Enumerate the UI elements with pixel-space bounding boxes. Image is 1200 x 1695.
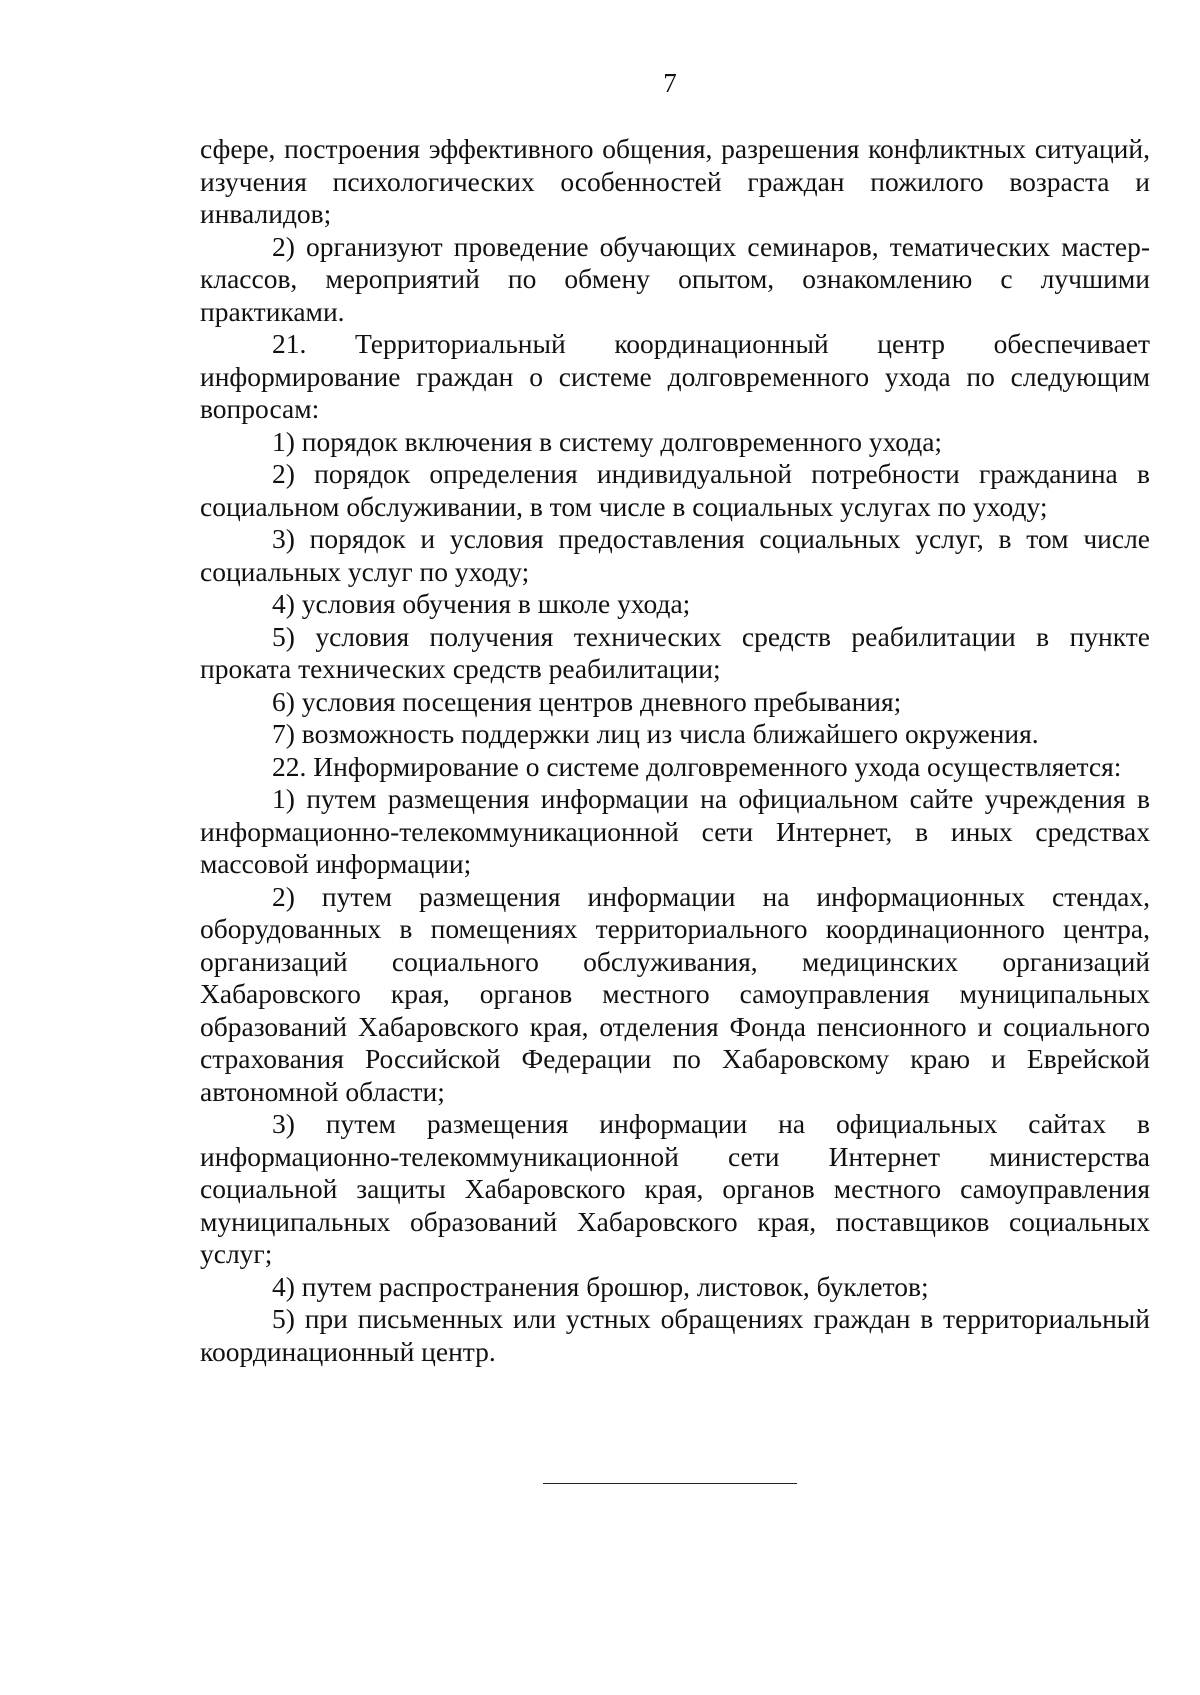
- paragraph-item-6-day-centers: 6) условия посещения центров дневного пребывания;: [272, 685, 902, 717]
- paragraph-item-7-support: 7) возможность поддержки лиц из числа ближайшего окружения.: [272, 718, 1039, 749]
- page-number: 7: [663, 68, 677, 98]
- paragraph-item-5-rehab: 5) условия получения технических средств реабилитации в пункте проката технических средств реабилитации;: [200, 620, 1150, 684]
- document-body: [200, 133, 1150, 1368]
- paragraph-item-2-seminars: 2) организуют проведение обучающих семинаров, тематических мастер-классов, мероприятий по обмену опытом, ознакомлению с лучшими практиками.: [200, 230, 1150, 327]
- paragraph-item-1-inclusion: 1) порядок включения в систему долговременного ухода;: [272, 425, 943, 457]
- paragraph-item-4-school: 4) условия обучения в школе ухода;: [272, 588, 691, 619]
- paragraph-section-21: 21. Территориальный координационный центр обеспечивает информирование граждан о системе долговременного ухода по следующим вопросам:: [200, 328, 1150, 424]
- paragraph-continuation: сфере, построения эффективного общения, разрешения конфликтных ситуаций, изучения психологических особенностей граждан пожилого возраста и инвалидов;: [200, 133, 1150, 229]
- paragraph-item-1-website: 1) путем размещения информации на официальном сайте учреждения в информационно-телекоммуникационной сети Интернет, в иных средствах массовой информации;: [200, 783, 1150, 879]
- paragraph-item-2-stands: 2) путем размещения информации на информационных стендах, оборудованных в помещениях территориального координационного центра, организаций социального обслуживания, медицинских организаций Хабаровского края, органов местного самоуправления муниципальных образований Хабаровского края, отделения Фонда пенсионного и социального страхования Российской Федерации по Хабаровскому краю и Еврейской автономной области;: [200, 880, 1150, 1107]
- paragraph-item-4-brochures: 4) путем распространения брошюр, листовок, буклетов;: [272, 1270, 929, 1302]
- paragraph-item-3-official-sites: 3) путем размещения информации на официальных сайтах в информационно-телекоммуникационной сети Интернет министерства социальной защиты Хабаровского края, органов местного самоуправления муниципальных образований Хабаровского края, поставщиков социальных услуг;: [200, 1108, 1150, 1269]
- paragraph-section-22: 22. Информирование о системе долговременного ухода осуществляется:: [272, 750, 1122, 782]
- end-of-document-rule: [543, 1483, 797, 1484]
- paragraph-item-2-need: 2) порядок определения индивидуальной потребности гражданина в социальном обслуживании, в том числе в социальных услугах по уходу;: [200, 458, 1150, 522]
- paragraph-item-3-conditions: 3) порядок и условия предоставления социальных услуг, в том числе социальных услуг по уходу;: [200, 523, 1150, 587]
- paragraph-item-5-appeals: 5) при письменных или устных обращениях граждан в территориальный координационный центр.: [200, 1303, 1150, 1367]
